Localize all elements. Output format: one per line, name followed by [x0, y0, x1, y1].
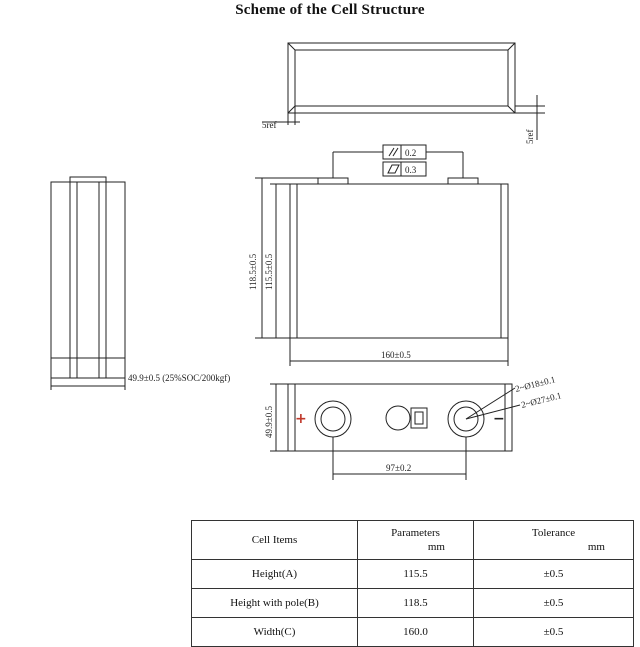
row-value: 118.5 — [358, 589, 474, 618]
row-value: 160.0 — [358, 618, 474, 647]
pole-pitch-dimension: 97±0.2 — [386, 463, 412, 473]
positive-terminal-icon: + — [295, 411, 307, 427]
pole-diameter-dimension: 2~Ø18±0.1 — [514, 374, 557, 394]
side-ref-dimension: 5ref — [525, 129, 535, 144]
row-item: Width(C) — [192, 618, 358, 647]
tolerance-frames — [383, 145, 426, 176]
top-ref-dimension: 5ref — [262, 120, 277, 130]
table-row — [192, 618, 634, 647]
header-tolerance: Tolerance mm — [474, 521, 634, 560]
table-row — [192, 560, 634, 589]
table-row — [192, 589, 634, 618]
thickness-dimension: 49.9±0.5 (25%SOC/200kgf) — [128, 373, 231, 383]
row-item: Height(A) — [192, 560, 358, 589]
row-item: Height with pole(B) — [192, 589, 358, 618]
flatness-tolerance: 0.3 — [405, 165, 417, 175]
parallelism-tolerance: 0.2 — [405, 148, 417, 158]
row-tolerance: ±0.5 — [474, 589, 634, 618]
page-title: Scheme of the Cell Structure — [235, 2, 425, 18]
row-tolerance: ±0.5 — [474, 560, 634, 589]
height-with-pole-dimension: 118.5±0.5 — [248, 253, 258, 290]
width-dimension: 160±0.5 — [381, 350, 411, 360]
cell-spec-table — [191, 520, 634, 647]
table-header-row — [192, 521, 634, 560]
header-parameters: Parameters mm — [358, 521, 474, 560]
top-view — [262, 43, 545, 140]
header-cell-items: Cell Items — [192, 521, 358, 560]
front-view — [255, 152, 508, 366]
depth-dimension: 49.9±0.5 — [264, 406, 274, 438]
row-value: 115.5 — [358, 560, 474, 589]
height-dimension: 115.5±0.5 — [264, 253, 274, 290]
pole-outer-dimension: 2~Ø27±0.1 — [520, 390, 563, 410]
side-view — [51, 177, 125, 390]
row-tolerance: ±0.5 — [474, 618, 634, 647]
negative-terminal-icon: − — [493, 411, 505, 427]
